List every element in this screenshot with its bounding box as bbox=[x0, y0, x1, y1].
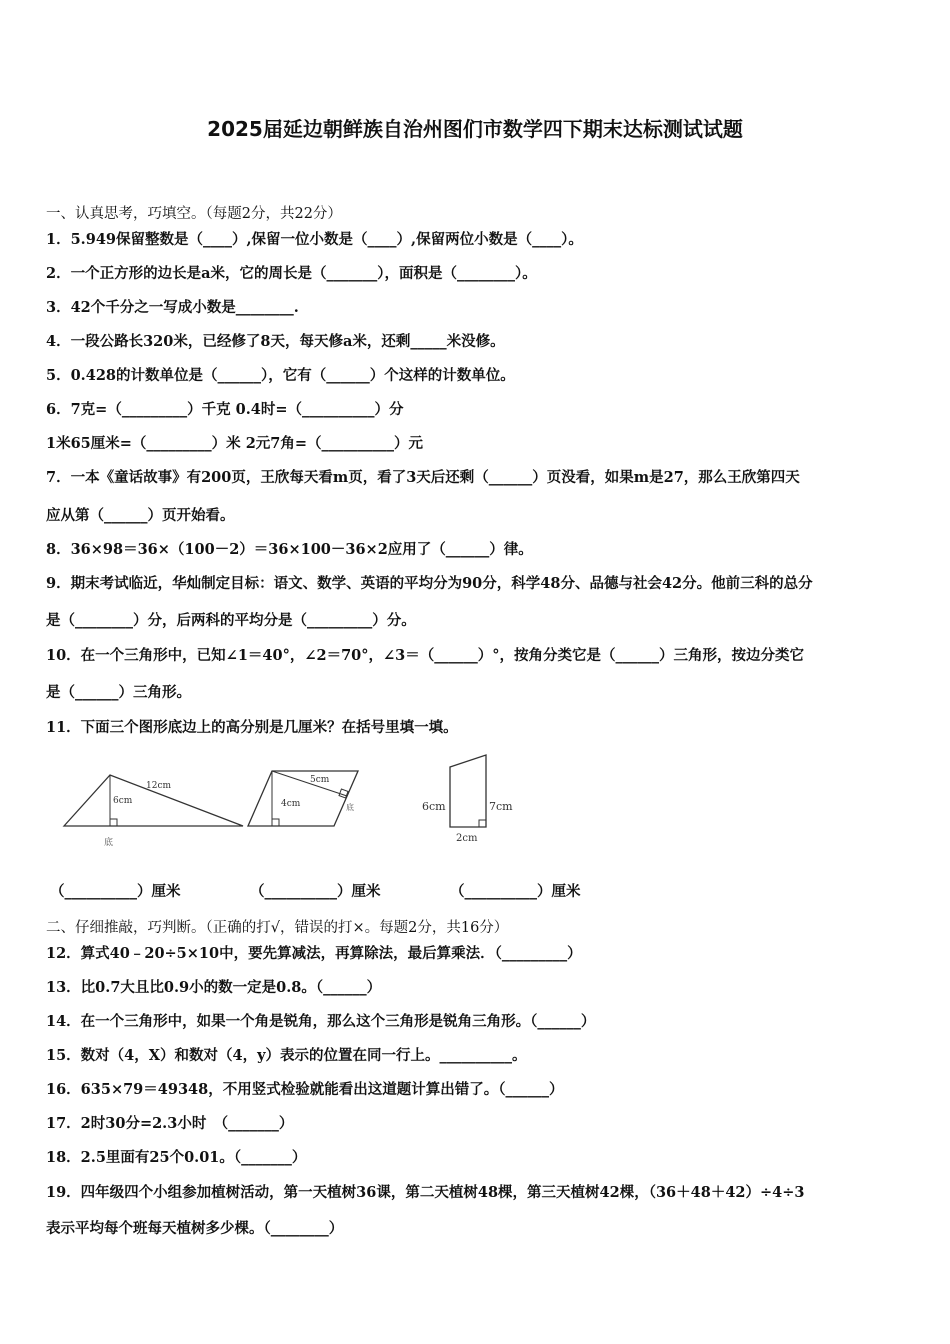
question-15: 15．数对（4，X）和数对（4，y）表示的位置在同一行上。__________。 bbox=[46, 1047, 527, 1064]
answer-blank-3: （__________）厘米 bbox=[450, 883, 581, 900]
question-11: 11．下面三个图形底边上的高分别是几厘米？在括号里填一填。 bbox=[46, 719, 458, 736]
question-5: 5．0.428的计数单位是（______），它有（______）个这样的计数单位。 bbox=[46, 367, 515, 384]
question-6-line-2: 1米65厘米=（_________）米 2元7角=（__________）元 bbox=[46, 435, 424, 452]
question-6-line-1: 6．7克=（_________）千克 0.4时=（__________）分 bbox=[46, 401, 404, 418]
question-16: 16．635×79＝49348，不用竖式检验就能看出这道题计算出错了。（______） bbox=[46, 1081, 564, 1098]
question-10-line-2: 是（______）三角形。 bbox=[46, 684, 191, 701]
parallelogram-base-label: 底 bbox=[346, 803, 354, 812]
parallelogram-height-label: 4cm bbox=[281, 799, 301, 809]
parallelogram-side-label: 5cm bbox=[310, 775, 330, 785]
question-1: 1．5.949保留整数是（____）,保留一位小数是（____）,保留两位小数是（____）。 bbox=[46, 231, 583, 248]
parallelogram-figure bbox=[244, 768, 364, 838]
question-17: 17．2时30分=2.3小时 （_______） bbox=[46, 1115, 294, 1132]
question-19-line-1: 19．四年级四个小组参加植树活动，第一天植树36课，第二天植树48棵，第三天植树42棵，（36＋48＋42）÷4÷3 bbox=[46, 1184, 805, 1201]
section-1-heading: 一、认真思考，巧填空。（每题2分，共22分） bbox=[46, 206, 342, 222]
answer-blank-2: （__________）厘米 bbox=[250, 883, 381, 900]
question-7-line-2: 应从第（______）页开始看。 bbox=[46, 507, 235, 524]
triangle-hyp-label: 12cm bbox=[146, 781, 172, 791]
question-12: 12．算式40﹣20÷5×10中，要先算减法，再算除法，最后算乘法．（_________） bbox=[46, 945, 582, 962]
question-18: 18．2.5里面有25个0.01。（_______） bbox=[46, 1149, 307, 1166]
question-2: 2．一个正方形的边长是a米，它的周长是（_______），面积是（________）。 bbox=[46, 265, 537, 282]
trapezoid-figure bbox=[420, 752, 520, 852]
trapezoid-left-label: 6cm bbox=[422, 800, 446, 813]
question-7-line-1: 7．一本《童话故事》有200页，王欣每天看m页，看了3天后还剩（______）页没看，如果m是27，那么王欣第四天 bbox=[46, 469, 800, 486]
question-9-line-2: 是（________）分，后两科的平均分是（_________）分。 bbox=[46, 612, 416, 629]
question-10-line-1: 10．在一个三角形中，已知∠1＝40°，∠2＝70°，∠3＝（______）°，按角分类它是（______）三角形，按边分类它 bbox=[46, 647, 804, 664]
question-9-line-1: 9．期末考试临近，华灿制定目标：语文、数学、英语的平均分为90分，科学48分、品德与社会42分。他前三科的总分 bbox=[46, 575, 813, 592]
triangle-height-label: 6cm bbox=[113, 796, 133, 806]
section-2-heading: 二、仔细推敲，巧判断。（正确的打√，错误的打×。每题2分，共16分） bbox=[46, 920, 509, 936]
trapezoid-bottom-label: 2cm bbox=[456, 833, 478, 844]
triangle-figure bbox=[58, 768, 248, 858]
question-4: 4．一段公路长320米，已经修了8天，每天修a米，还剩_____米没修。 bbox=[46, 333, 505, 350]
question-3: 3．42个千分之一写成小数是________. bbox=[46, 299, 299, 316]
question-14: 14．在一个三角形中，如果一个角是锐角，那么这个三角形是锐角三角形。（______） bbox=[46, 1013, 596, 1030]
page-title: 2025届延边朝鲜族自治州图们市数学四下期末达标测试试题 bbox=[207, 117, 743, 141]
question-13: 13．比0.7大且比0.9小的数一定是0.8。（______） bbox=[46, 979, 382, 996]
trapezoid-right-label: 7cm bbox=[489, 800, 513, 813]
triangle-base-label: 底 bbox=[104, 838, 114, 848]
answer-blank-1: （__________）厘米 bbox=[50, 883, 181, 900]
question-8: 8．36×98＝36×（100－2）＝36×100－36×2应用了（______）律。 bbox=[46, 541, 533, 558]
question-19-line-2: 表示平均每个班每天植树多少棵。（________） bbox=[46, 1220, 344, 1237]
